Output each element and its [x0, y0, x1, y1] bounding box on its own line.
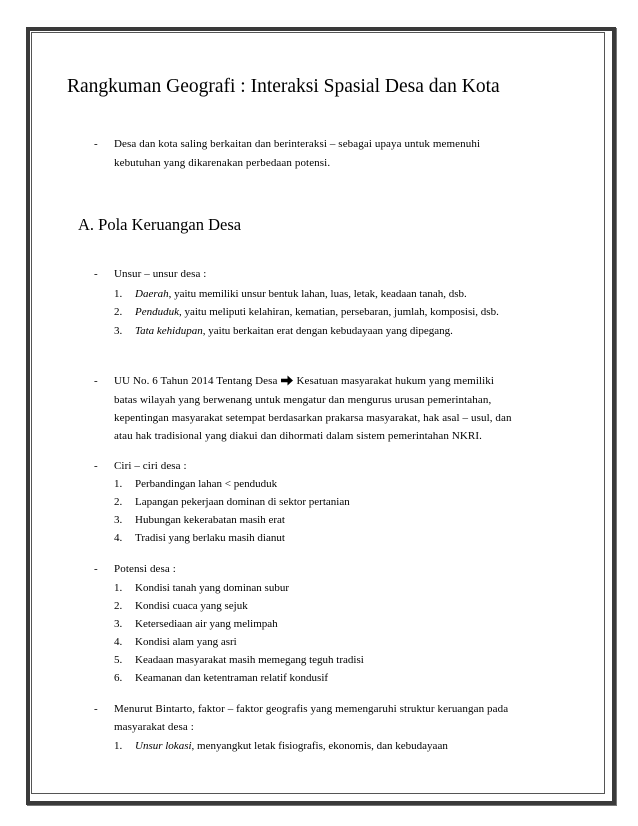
intro-line-1: Desa dan kota saling berkaitan dan berinteraksi – sebagai upaya untuk memenuhi	[114, 138, 481, 150]
unsur-item-term: Penduduk	[135, 306, 179, 318]
document-title: Rangkuman Geografi : Interaksi Spasial Desa dan Kota	[67, 76, 500, 97]
bintarto-item-number: 1.	[114, 740, 123, 752]
unsur-bullet: -	[94, 268, 98, 280]
ciri-heading: Ciri – ciri desa :	[114, 460, 187, 472]
bintarto-item-term: Unsur lokasi	[135, 740, 192, 752]
bintarto-line-2: masyarakat desa :	[114, 721, 194, 733]
unsur-heading: Unsur – unsur desa :	[114, 268, 207, 280]
ciri-item: Tradisi yang berlaku masih dianut	[135, 532, 285, 544]
unsur-item-text: , yaitu meliputi kelahiran, kematian, persebaran, jumlah, komposisi, dsb.	[178, 306, 499, 318]
potensi-item-number: 2.	[114, 600, 123, 612]
section-heading: A. Pola Keruangan Desa	[78, 215, 242, 234]
unsur-item	[135, 325, 453, 337]
potensi-heading: Potensi desa :	[114, 563, 176, 575]
potensi-item: Keamanan dan ketentraman relatif kondusif	[135, 672, 329, 684]
uu-bullet: -	[94, 375, 98, 387]
potensi-item: Kondisi tanah yang dominan subur	[135, 582, 289, 594]
potensi-item-number: 5.	[114, 654, 123, 666]
bold-right-arrow-icon	[281, 375, 293, 386]
ciri-item: Hubungan kekerabatan masih erat	[135, 514, 285, 526]
bintarto-bullet: -	[94, 703, 98, 715]
potensi-item-number: 1.	[114, 582, 123, 594]
uu-line-4: atau hak tradisional yang diakui dan dihormati dalam sistem pemerintahan NKRI.	[114, 430, 482, 442]
ciri-item: Lapangan pekerjaan dominan di sektor pertanian	[135, 496, 350, 508]
uu-definition-start: Kesatuan masyarakat hukum yang memiliki	[296, 375, 495, 387]
uu-law-name: UU No. 6 Tahun 2014 Tentang Desa	[114, 375, 278, 387]
uu-line-3: kepentingan masyarakat setempat berdasarkan prakarsa masyarakat, hak asal – usul, dan	[114, 412, 512, 424]
unsur-item	[135, 288, 467, 300]
unsur-item-text: , yaitu memiliki unsur bentuk lahan, luas, letak, keadaan tanah, dsb.	[168, 288, 467, 300]
intro-line-2: kebutuhan yang dikarenakan perbedaan potensi.	[114, 157, 331, 169]
bintarto-line-1: Menurut Bintarto, faktor – faktor geografis yang memengaruhi struktur keruangan pada	[114, 703, 509, 715]
potensi-item: Ketersediaan air yang melimpah	[135, 618, 278, 630]
intro-bullet: -	[94, 138, 98, 150]
potensi-item: Keadaan masyarakat masih memegang teguh tradisi	[135, 654, 364, 666]
potensi-item: Kondisi cuaca yang sejuk	[135, 600, 248, 612]
uu-line-1	[114, 375, 494, 387]
ciri-item-number: 1.	[114, 478, 123, 490]
unsur-item-text: , yaitu berkaitan erat dengan kebudayaan yang dipegang.	[202, 325, 453, 337]
uu-line-2: batas wilayah yang berwenang untuk mengatur dan mengurus urusan pemerintahan,	[114, 394, 492, 406]
potensi-item-number: 3.	[114, 618, 123, 630]
unsur-item-term: Daerah	[135, 288, 169, 300]
unsur-item-number: 3.	[114, 325, 123, 337]
unsur-item-number: 2.	[114, 306, 123, 318]
unsur-item-number: 1.	[114, 288, 123, 300]
unsur-item-term: Tata kehidupan	[135, 325, 203, 337]
potensi-item: Kondisi alam yang asri	[135, 636, 237, 648]
potensi-item-number: 6.	[114, 672, 123, 684]
ciri-item-number: 3.	[114, 514, 123, 526]
potensi-item-number: 4.	[114, 636, 123, 648]
ciri-item-number: 4.	[114, 532, 123, 544]
bintarto-item-text: , menyangkut letak fisiografis, ekonomis, dan kebudayaan	[191, 740, 448, 752]
ciri-item: Perbandingan lahan < penduduk	[135, 478, 278, 490]
potensi-bullet: -	[94, 563, 98, 575]
bintarto-item	[135, 740, 448, 752]
unsur-item	[135, 306, 499, 318]
ciri-bullet: -	[94, 460, 98, 472]
ciri-item-number: 2.	[114, 496, 123, 508]
